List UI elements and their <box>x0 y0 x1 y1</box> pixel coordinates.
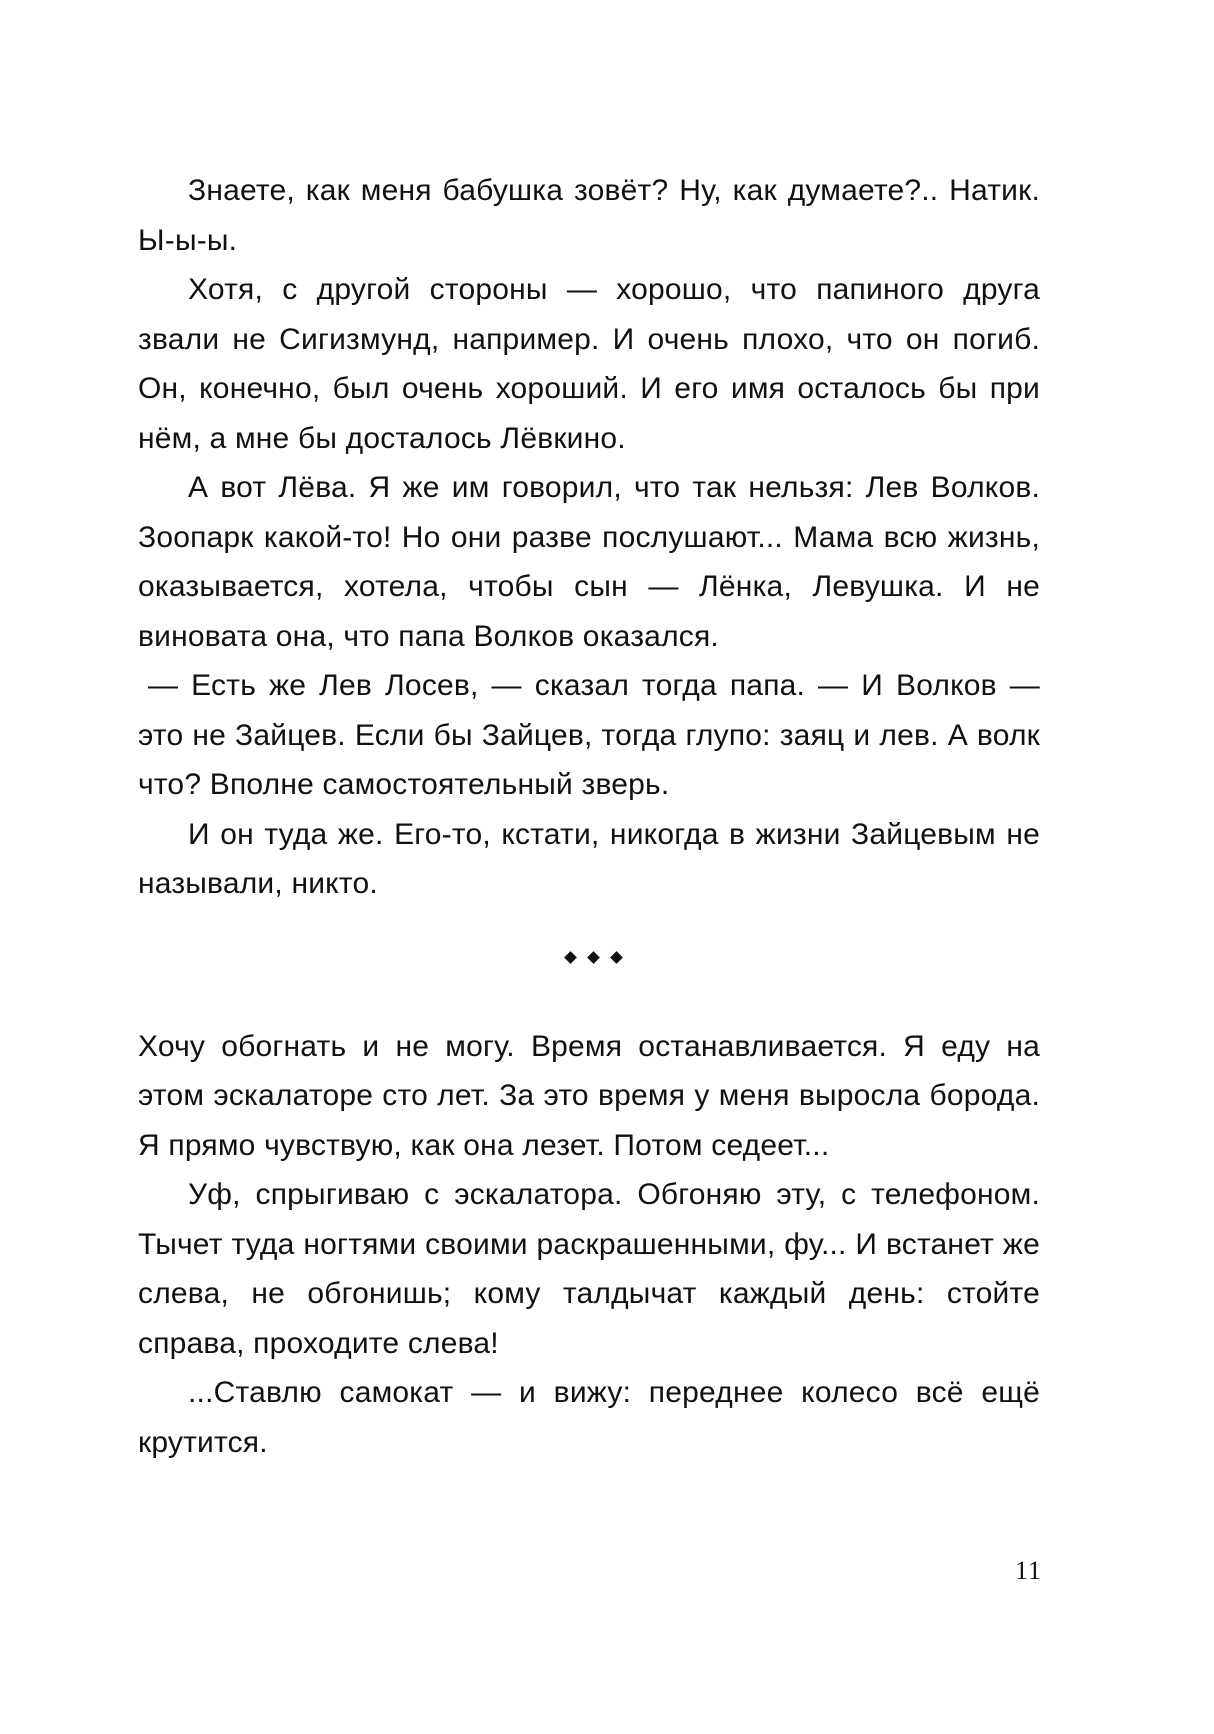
page-body <box>138 166 1040 1467</box>
paragraph: И он туда же. Его-то, кстати, никогда в жизни Зайцевым не называли, никто. <box>138 817 1040 900</box>
separator-dot-icon <box>564 951 577 964</box>
separator-dot-icon <box>610 951 623 964</box>
text-section-1 <box>138 166 1040 909</box>
paragraph: А вот Лёва. Я же им говорил, что так нельзя: Лев Волков. Зоопарк какой-то! Но они разве послушают... Мама всю жизнь, оказывается, хотела, чтобы сын — Лёнка, Левушка. И не виновата она, что папа Волков оказался. <box>138 471 1040 653</box>
paragraph: Хочу обогнать и не могу. Время останавливается. Я еду на этом эскалаторе сто лет. За это время у меня выросла борода. Я прямо чувствую, как она лезет. Потом седеет... <box>138 1029 1040 1162</box>
section-separator <box>138 953 1040 962</box>
page-number: 11 <box>1014 1556 1042 1585</box>
paragraph: Знаете, как меня бабушка зовёт? Ну, как думаете?.. Натик. Ы-ы-ы. <box>138 174 1040 257</box>
paragraph: Уф, спрыгиваю с эскалатора. Обгоняю эту, с телефоном. Тычет туда ногтями своими раскрашенными, фу... И встанет же слева, не обгонишь; кому талдычат каждый день: стойте справа, проходите слева! <box>138 1178 1040 1360</box>
paragraph: ...Ставлю самокат — и вижу: переднее колесо всё ещё крутится. <box>138 1376 1040 1459</box>
separator-dot-icon <box>587 951 600 964</box>
text-section-2 <box>138 1022 1040 1468</box>
paragraph: Хотя, с другой стороны — хорошо, что папиного друга звали не Сигизмунд, например. И очень плохо, что он погиб. Он, конечно, был очень хороший. И его имя осталось бы при нём, а мне бы досталось Лёвкино. <box>138 273 1040 455</box>
paragraph: — Есть же Лев Лосев, — сказал тогда папа. — И Волков — это не Зайцев. Если бы Зайцев, тогда глупо: заяц и лев. А волк что? Вполне самостоятельный зверь. <box>138 669 1040 801</box>
